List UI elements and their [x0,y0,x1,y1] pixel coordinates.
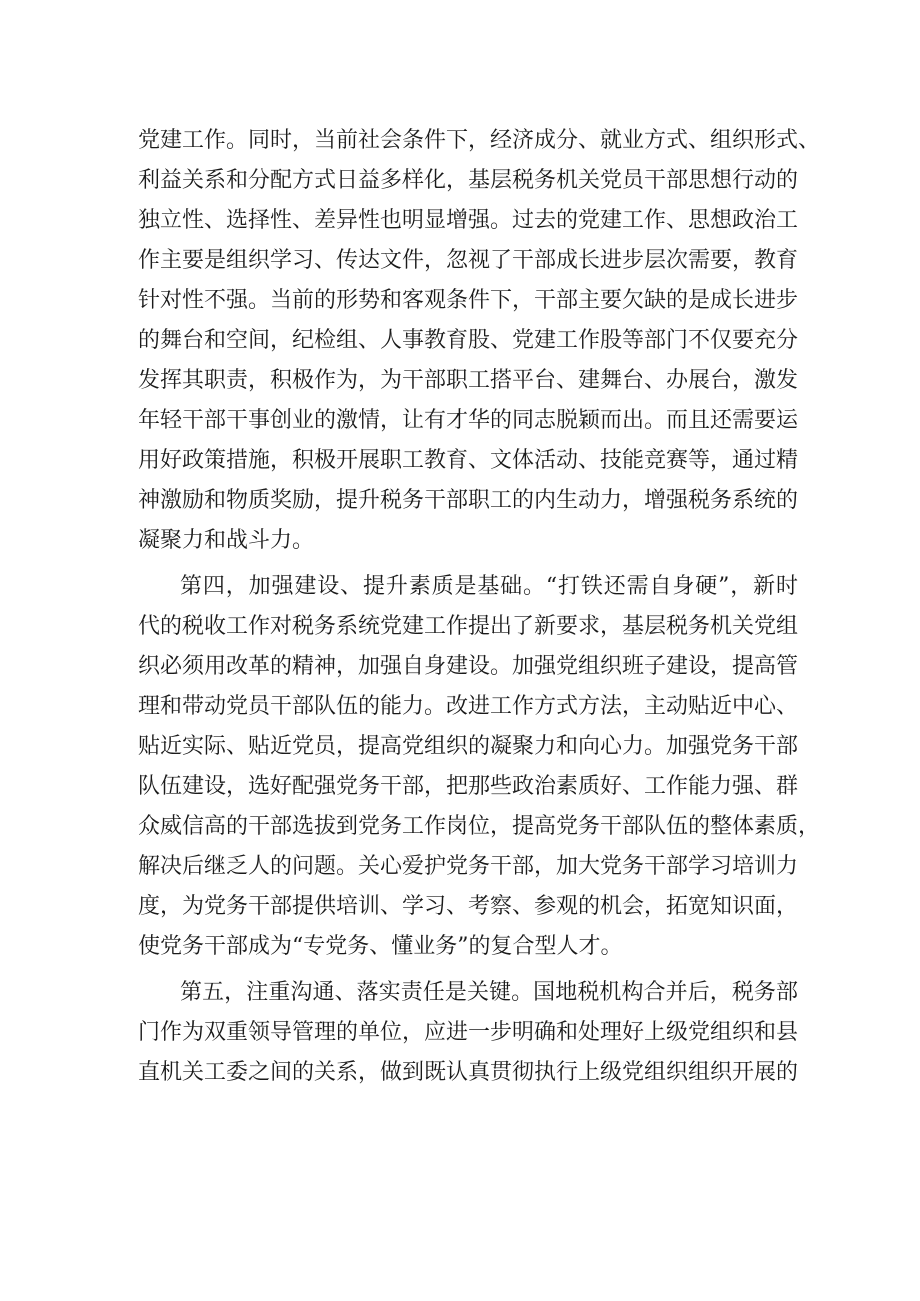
text-line: 针对性不强。当前的形势和客观条件下，干部主要欠缺的是成长进步 [138,288,799,313]
document-body [138,121,821,1093]
text-line: 第四，加强建设、提升素质是基础。“打铁还需自身硬”，新时 [180,574,798,599]
text-line: 利益关系和分配方式日益多样化，基层税务机关党员干部思想行动的 [138,168,799,193]
text-line: 用好政策措施，积极开展职工教育、文体活动、技能竞赛等，通过精 [138,448,799,473]
text-line: 度，为党务干部提供培训、学习、考察、参观的机会，拓宽知识面， [138,894,799,919]
text-line: 独立性、选择性、差异性也明显增强。过去的党建工作、思想政治工 [138,208,799,233]
text-line: 年轻干部干事创业的激情，让有才华的同志脱颖而出。而且还需要运 [138,408,799,433]
text-line: 织必须用改革的精神，加强自身建设。加强党组织班子建设，提高管 [138,654,799,679]
text-line: 第五，注重沟通、落实责任是关键。国地税机构合并后，税务部 [180,980,798,1005]
text-line: 代的税收工作对税务系统党建工作提出了新要求，基层税务机关党组 [138,614,799,639]
text-line: 理和带动党员干部队伍的能力。改进工作方式方法，主动贴近中心、 [138,694,799,719]
text-line: 贴近实际、贴近党员，提高党组织的凝聚力和向心力。加强党务干部 [138,734,799,759]
text-line: 党建工作。同时，当前社会条件下，经济成分、就业方式、组织形式、 [138,128,821,153]
text-line: 门作为双重领导管理的单位，应进一步明确和处理好上级党组织和县 [138,1020,799,1045]
text-line: 作主要是组织学习、传达文件，忽视了干部成长进步层次需要，教育 [138,248,799,273]
text-line: 直机关工委之间的关系，做到既认真贯彻执行上级党组织组织开展的 [138,1060,799,1085]
text-line: 众威信高的干部选拔到党务工作岗位，提高党务干部队伍的整体素质， [138,814,821,839]
text-line: 的舞台和空间，纪检组、人事教育股、党建工作股等部门不仅要充分 [138,328,799,353]
paragraph-3 [138,973,798,1093]
text-line: 解决后继乏人的问题。关心爱护党务干部，加大党务干部学习培训力 [138,854,799,879]
text-line: 队伍建设，选好配强党务干部，把那些政治素质好、工作能力强、群 [138,774,799,799]
paragraph-1 [138,121,821,561]
text-line: 神激励和物质奖励，提升税务干部职工的内生动力，增强税务系统的 [138,488,799,513]
text-line: 发挥其职责，积极作为，为干部职工搭平台、建舞台、办展台，激发 [138,368,799,393]
text-line: 使党务干部成为“专党务、懂业务”的复合型人才。 [138,934,623,959]
paragraph-2 [138,567,821,967]
text-line: 凝聚力和战斗力。 [138,528,315,553]
